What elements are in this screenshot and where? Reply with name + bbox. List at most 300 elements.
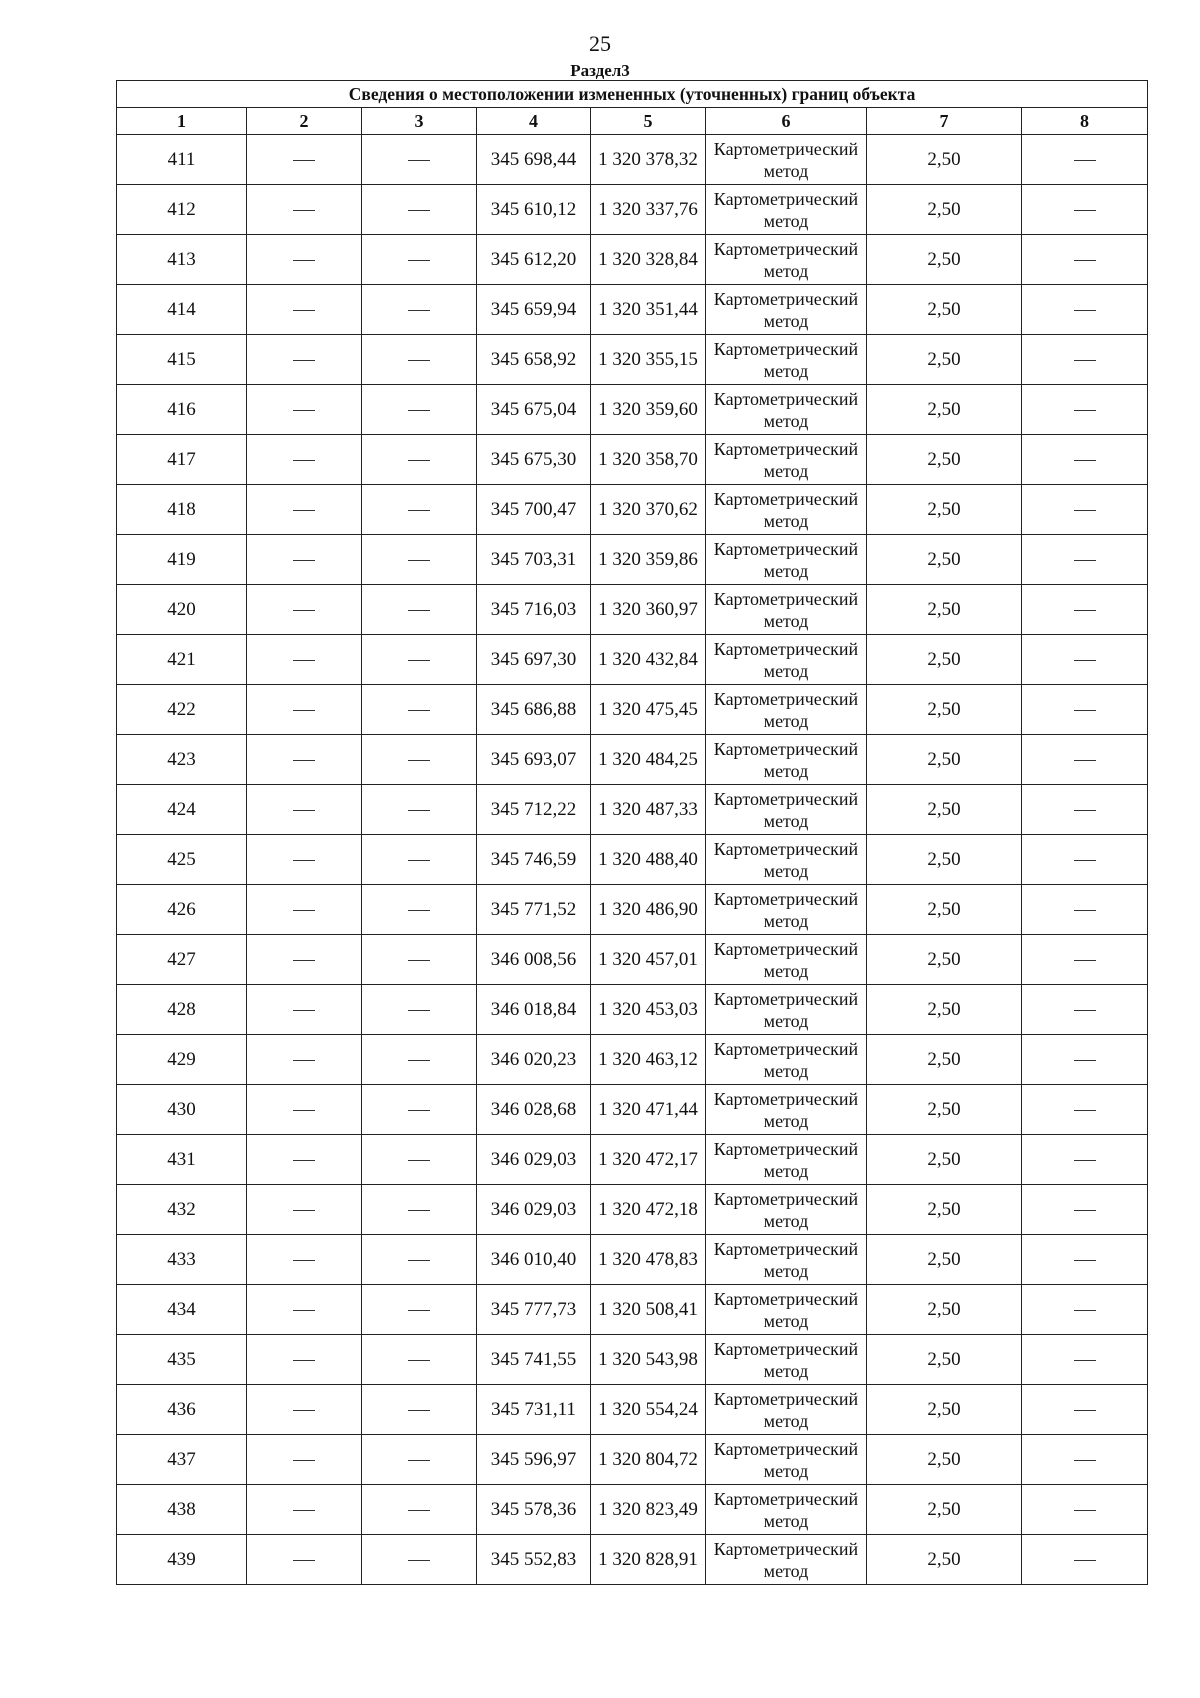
point-number-cell: 431 bbox=[117, 1135, 247, 1185]
dash-mark bbox=[1074, 1360, 1096, 1361]
dash-mark bbox=[1074, 1160, 1096, 1161]
accuracy-cell: 2,50 bbox=[867, 735, 1022, 785]
empty-value-cell bbox=[247, 335, 362, 385]
dash-mark bbox=[408, 460, 430, 461]
method-cell: Картометрический метод bbox=[706, 1535, 867, 1585]
empty-value-cell bbox=[247, 1085, 362, 1135]
empty-value-cell bbox=[362, 585, 477, 635]
coordinate-x-cell: 345 700,47 bbox=[477, 485, 591, 535]
dash-mark bbox=[293, 1310, 315, 1311]
dash-mark bbox=[1074, 760, 1096, 761]
accuracy-cell: 2,50 bbox=[867, 1385, 1022, 1435]
dash-mark bbox=[1074, 510, 1096, 511]
table-caption-row bbox=[117, 81, 1148, 108]
dash-mark bbox=[293, 910, 315, 911]
point-number-cell: 417 bbox=[117, 435, 247, 485]
dash-mark bbox=[1074, 960, 1096, 961]
column-number: 3 bbox=[362, 108, 477, 135]
empty-value-cell bbox=[1022, 1035, 1148, 1085]
coordinate-x-cell: 345 552,83 bbox=[477, 1535, 591, 1585]
column-number: 5 bbox=[591, 108, 706, 135]
dash-mark bbox=[408, 510, 430, 511]
accuracy-cell: 2,50 bbox=[867, 335, 1022, 385]
method-cell: Картометрический метод bbox=[706, 335, 867, 385]
dash-mark bbox=[408, 1010, 430, 1011]
table-row bbox=[117, 1285, 1148, 1335]
empty-value-cell bbox=[362, 985, 477, 1035]
empty-value-cell bbox=[1022, 1235, 1148, 1285]
method-cell: Картометрический метод bbox=[706, 635, 867, 685]
empty-value-cell bbox=[1022, 185, 1148, 235]
coordinate-x-cell: 346 029,03 bbox=[477, 1185, 591, 1235]
dash-mark bbox=[1074, 610, 1096, 611]
dash-mark bbox=[293, 210, 315, 211]
coordinate-x-cell: 345 777,73 bbox=[477, 1285, 591, 1335]
point-number-cell: 425 bbox=[117, 835, 247, 885]
accuracy-cell: 2,50 bbox=[867, 1485, 1022, 1535]
empty-value-cell bbox=[1022, 685, 1148, 735]
method-cell: Картометрический метод bbox=[706, 1435, 867, 1485]
empty-value-cell bbox=[1022, 585, 1148, 635]
accuracy-cell: 2,50 bbox=[867, 585, 1022, 635]
dash-mark bbox=[293, 1510, 315, 1511]
table-row bbox=[117, 635, 1148, 685]
coordinate-y-cell: 1 320 471,44 bbox=[591, 1085, 706, 1135]
empty-value-cell bbox=[1022, 835, 1148, 885]
empty-value-cell bbox=[1022, 235, 1148, 285]
coordinate-x-cell: 346 010,40 bbox=[477, 1235, 591, 1285]
dash-mark bbox=[408, 1410, 430, 1411]
empty-value-cell bbox=[1022, 1485, 1148, 1535]
coordinate-y-cell: 1 320 804,72 bbox=[591, 1435, 706, 1485]
method-cell: Картометрический метод bbox=[706, 1335, 867, 1385]
dash-mark bbox=[1074, 160, 1096, 161]
method-cell: Картометрический метод bbox=[706, 1285, 867, 1335]
page-number: 25 bbox=[589, 31, 611, 56]
accuracy-cell: 2,50 bbox=[867, 435, 1022, 485]
empty-value-cell bbox=[1022, 1185, 1148, 1235]
dash-mark bbox=[1074, 1460, 1096, 1461]
dash-mark bbox=[1074, 860, 1096, 861]
empty-value-cell bbox=[362, 385, 477, 435]
empty-value-cell bbox=[362, 1485, 477, 1535]
empty-value-cell bbox=[247, 1135, 362, 1185]
coordinate-y-cell: 1 320 828,91 bbox=[591, 1535, 706, 1585]
empty-value-cell bbox=[362, 185, 477, 235]
coordinate-x-cell: 345 675,30 bbox=[477, 435, 591, 485]
empty-value-cell bbox=[362, 435, 477, 485]
empty-value-cell bbox=[362, 835, 477, 885]
dash-mark bbox=[293, 1010, 315, 1011]
point-number-cell: 420 bbox=[117, 585, 247, 635]
coordinate-y-cell: 1 320 337,76 bbox=[591, 185, 706, 235]
table-row bbox=[117, 535, 1148, 585]
dash-mark bbox=[408, 1310, 430, 1311]
method-cell: Картометрический метод bbox=[706, 1085, 867, 1135]
dash-mark bbox=[408, 1060, 430, 1061]
coordinate-y-cell: 1 320 486,90 bbox=[591, 885, 706, 935]
empty-value-cell bbox=[247, 435, 362, 485]
dash-mark bbox=[408, 810, 430, 811]
dash-mark bbox=[408, 1210, 430, 1211]
dash-mark bbox=[293, 610, 315, 611]
empty-value-cell bbox=[247, 185, 362, 235]
dash-mark bbox=[1074, 1310, 1096, 1311]
accuracy-cell: 2,50 bbox=[867, 1535, 1022, 1585]
table-row bbox=[117, 285, 1148, 335]
empty-value-cell bbox=[1022, 1535, 1148, 1585]
empty-value-cell bbox=[247, 735, 362, 785]
empty-value-cell bbox=[247, 835, 362, 885]
empty-value-cell bbox=[1022, 635, 1148, 685]
dash-mark bbox=[1074, 810, 1096, 811]
method-cell: Картометрический метод bbox=[706, 485, 867, 535]
empty-value-cell bbox=[1022, 935, 1148, 985]
empty-value-cell bbox=[247, 685, 362, 735]
point-number-cell: 439 bbox=[117, 1535, 247, 1585]
empty-value-cell bbox=[247, 1035, 362, 1085]
coordinate-x-cell: 345 610,12 bbox=[477, 185, 591, 235]
coordinate-y-cell: 1 320 484,25 bbox=[591, 735, 706, 785]
dash-mark bbox=[1074, 1510, 1096, 1511]
point-number-cell: 436 bbox=[117, 1385, 247, 1435]
empty-value-cell bbox=[362, 1535, 477, 1585]
method-cell: Картометрический метод bbox=[706, 385, 867, 435]
coordinate-y-cell: 1 320 328,84 bbox=[591, 235, 706, 285]
dash-mark bbox=[293, 460, 315, 461]
accuracy-cell: 2,50 bbox=[867, 135, 1022, 185]
coordinate-y-cell: 1 320 360,97 bbox=[591, 585, 706, 635]
empty-value-cell bbox=[1022, 1335, 1148, 1385]
point-number-cell: 411 bbox=[117, 135, 247, 185]
empty-value-cell bbox=[247, 985, 362, 1035]
coordinate-y-cell: 1 320 554,24 bbox=[591, 1385, 706, 1435]
method-cell: Картометрический метод bbox=[706, 785, 867, 835]
empty-value-cell bbox=[1022, 435, 1148, 485]
table-row bbox=[117, 135, 1148, 185]
coordinate-y-cell: 1 320 457,01 bbox=[591, 935, 706, 985]
coordinate-y-cell: 1 320 355,15 bbox=[591, 335, 706, 385]
method-cell: Картометрический метод bbox=[706, 1035, 867, 1085]
table-row bbox=[117, 1085, 1148, 1135]
empty-value-cell bbox=[362, 1285, 477, 1335]
dash-mark bbox=[293, 1110, 315, 1111]
dash-mark bbox=[293, 310, 315, 311]
empty-value-cell bbox=[362, 785, 477, 835]
empty-value-cell bbox=[247, 1535, 362, 1585]
coordinate-x-cell: 346 020,23 bbox=[477, 1035, 591, 1085]
coordinate-y-cell: 1 320 358,70 bbox=[591, 435, 706, 485]
empty-value-cell bbox=[362, 735, 477, 785]
accuracy-cell: 2,50 bbox=[867, 785, 1022, 835]
table-row bbox=[117, 1035, 1148, 1085]
dash-mark bbox=[408, 910, 430, 911]
point-number-cell: 424 bbox=[117, 785, 247, 835]
dash-mark bbox=[293, 960, 315, 961]
point-number-cell: 437 bbox=[117, 1435, 247, 1485]
empty-value-cell bbox=[362, 1335, 477, 1385]
empty-value-cell bbox=[247, 635, 362, 685]
empty-value-cell bbox=[1022, 735, 1148, 785]
method-cell: Картометрический метод bbox=[706, 585, 867, 635]
coordinate-x-cell: 345 612,20 bbox=[477, 235, 591, 285]
empty-value-cell bbox=[362, 135, 477, 185]
coordinate-x-cell: 345 771,52 bbox=[477, 885, 591, 935]
dash-mark bbox=[1074, 560, 1096, 561]
dash-mark bbox=[293, 160, 315, 161]
dash-mark bbox=[408, 560, 430, 561]
empty-value-cell bbox=[1022, 985, 1148, 1035]
column-number: 8 bbox=[1022, 108, 1148, 135]
dash-mark bbox=[408, 1160, 430, 1161]
coordinate-x-cell: 345 703,31 bbox=[477, 535, 591, 585]
empty-value-cell bbox=[362, 1085, 477, 1135]
dash-mark bbox=[1074, 660, 1096, 661]
empty-value-cell bbox=[362, 1135, 477, 1185]
dash-mark bbox=[408, 760, 430, 761]
coordinate-y-cell: 1 320 472,18 bbox=[591, 1185, 706, 1235]
column-number: 7 bbox=[867, 108, 1022, 135]
method-cell: Картометрический метод bbox=[706, 935, 867, 985]
dash-mark bbox=[293, 410, 315, 411]
dash-mark bbox=[408, 710, 430, 711]
coordinate-x-cell: 345 746,59 bbox=[477, 835, 591, 885]
table-row bbox=[117, 235, 1148, 285]
table-row bbox=[117, 1335, 1148, 1385]
point-number-cell: 422 bbox=[117, 685, 247, 735]
coordinate-x-cell: 345 596,97 bbox=[477, 1435, 591, 1485]
dash-mark bbox=[408, 360, 430, 361]
table-row bbox=[117, 1135, 1148, 1185]
accuracy-cell: 2,50 bbox=[867, 1085, 1022, 1135]
coordinate-x-cell: 345 697,30 bbox=[477, 635, 591, 685]
coordinate-x-cell: 345 659,94 bbox=[477, 285, 591, 335]
table-row bbox=[117, 885, 1148, 935]
method-cell: Картометрический метод bbox=[706, 835, 867, 885]
empty-value-cell bbox=[362, 885, 477, 935]
accuracy-cell: 2,50 bbox=[867, 535, 1022, 585]
method-cell: Картометрический метод bbox=[706, 185, 867, 235]
point-number-cell: 416 bbox=[117, 385, 247, 435]
dash-mark bbox=[293, 560, 315, 561]
coordinate-x-cell: 345 658,92 bbox=[477, 335, 591, 385]
coordinate-x-cell: 346 018,84 bbox=[477, 985, 591, 1035]
method-cell: Картометрический метод bbox=[706, 885, 867, 935]
dash-mark bbox=[408, 610, 430, 611]
point-number-cell: 428 bbox=[117, 985, 247, 1035]
table-body bbox=[117, 135, 1148, 1585]
dash-mark bbox=[293, 1410, 315, 1411]
method-cell: Картометрический метод bbox=[706, 1485, 867, 1535]
coordinate-x-cell: 345 731,11 bbox=[477, 1385, 591, 1435]
empty-value-cell bbox=[247, 485, 362, 535]
dash-mark bbox=[293, 260, 315, 261]
accuracy-cell: 2,50 bbox=[867, 1285, 1022, 1335]
empty-value-cell bbox=[1022, 285, 1148, 335]
method-cell: Картометрический метод bbox=[706, 1235, 867, 1285]
dash-mark bbox=[408, 310, 430, 311]
dash-mark bbox=[293, 1210, 315, 1211]
empty-value-cell bbox=[362, 235, 477, 285]
dash-mark bbox=[293, 1560, 315, 1561]
dash-mark bbox=[293, 710, 315, 711]
coordinate-y-cell: 1 320 823,49 bbox=[591, 1485, 706, 1535]
accuracy-cell: 2,50 bbox=[867, 985, 1022, 1035]
dash-mark bbox=[408, 210, 430, 211]
accuracy-cell: 2,50 bbox=[867, 835, 1022, 885]
point-number-cell: 435 bbox=[117, 1335, 247, 1385]
point-number-cell: 438 bbox=[117, 1485, 247, 1535]
coordinate-y-cell: 1 320 453,03 bbox=[591, 985, 706, 1035]
method-cell: Картометрический метод bbox=[706, 135, 867, 185]
point-number-cell: 426 bbox=[117, 885, 247, 935]
empty-value-cell bbox=[247, 885, 362, 935]
dash-mark bbox=[408, 960, 430, 961]
empty-value-cell bbox=[362, 1385, 477, 1435]
coordinate-y-cell: 1 320 359,60 bbox=[591, 385, 706, 435]
empty-value-cell bbox=[247, 785, 362, 835]
accuracy-cell: 2,50 bbox=[867, 385, 1022, 435]
accuracy-cell: 2,50 bbox=[867, 235, 1022, 285]
dash-mark bbox=[293, 360, 315, 361]
point-number-cell: 432 bbox=[117, 1185, 247, 1235]
accuracy-cell: 2,50 bbox=[867, 885, 1022, 935]
point-number-cell: 433 bbox=[117, 1235, 247, 1285]
accuracy-cell: 2,50 bbox=[867, 1435, 1022, 1485]
point-number-cell: 429 bbox=[117, 1035, 247, 1085]
empty-value-cell bbox=[1022, 785, 1148, 835]
dash-mark bbox=[408, 1110, 430, 1111]
empty-value-cell bbox=[362, 285, 477, 335]
coordinate-y-cell: 1 320 475,45 bbox=[591, 685, 706, 735]
table-row bbox=[117, 685, 1148, 735]
coordinate-y-cell: 1 320 378,32 bbox=[591, 135, 706, 185]
empty-value-cell bbox=[247, 1435, 362, 1485]
table-row bbox=[117, 1385, 1148, 1435]
table-row bbox=[117, 1435, 1148, 1485]
coordinate-x-cell: 346 028,68 bbox=[477, 1085, 591, 1135]
point-number-cell: 415 bbox=[117, 335, 247, 385]
table-row bbox=[117, 1485, 1148, 1535]
column-number: 1 bbox=[117, 108, 247, 135]
method-cell: Картометрический метод bbox=[706, 1135, 867, 1185]
table-row bbox=[117, 385, 1148, 435]
empty-value-cell bbox=[247, 135, 362, 185]
empty-value-cell bbox=[362, 935, 477, 985]
accuracy-cell: 2,50 bbox=[867, 1135, 1022, 1185]
dash-mark bbox=[1074, 710, 1096, 711]
dash-mark bbox=[293, 1360, 315, 1361]
empty-value-cell bbox=[362, 485, 477, 535]
table-row bbox=[117, 985, 1148, 1035]
coordinate-x-cell: 345 578,36 bbox=[477, 1485, 591, 1535]
empty-value-cell bbox=[247, 935, 362, 985]
empty-value-cell bbox=[362, 535, 477, 585]
point-number-cell: 434 bbox=[117, 1285, 247, 1335]
dash-mark bbox=[293, 860, 315, 861]
coordinate-x-cell: 345 693,07 bbox=[477, 735, 591, 785]
dash-mark bbox=[1074, 1010, 1096, 1011]
empty-value-cell bbox=[1022, 885, 1148, 935]
point-number-cell: 414 bbox=[117, 285, 247, 335]
table-row bbox=[117, 1535, 1148, 1585]
accuracy-cell: 2,50 bbox=[867, 185, 1022, 235]
accuracy-cell: 2,50 bbox=[867, 935, 1022, 985]
dash-mark bbox=[408, 160, 430, 161]
point-number-cell: 423 bbox=[117, 735, 247, 785]
dash-mark bbox=[408, 1460, 430, 1461]
accuracy-cell: 2,50 bbox=[867, 1035, 1022, 1085]
column-number: 2 bbox=[247, 108, 362, 135]
dash-mark bbox=[1074, 360, 1096, 361]
point-number-cell: 413 bbox=[117, 235, 247, 285]
method-cell: Картометрический метод bbox=[706, 535, 867, 585]
table-row bbox=[117, 435, 1148, 485]
point-number-cell: 421 bbox=[117, 635, 247, 685]
coordinate-y-cell: 1 320 508,41 bbox=[591, 1285, 706, 1335]
empty-value-cell bbox=[1022, 1385, 1148, 1435]
dash-mark bbox=[293, 1260, 315, 1261]
point-number-cell: 419 bbox=[117, 535, 247, 585]
dash-mark bbox=[1074, 260, 1096, 261]
empty-value-cell bbox=[362, 635, 477, 685]
dash-mark bbox=[293, 760, 315, 761]
table-row bbox=[117, 835, 1148, 885]
dash-mark bbox=[1074, 310, 1096, 311]
method-cell: Картометрический метод bbox=[706, 1185, 867, 1235]
dash-mark bbox=[1074, 1060, 1096, 1061]
dash-mark bbox=[408, 660, 430, 661]
accuracy-cell: 2,50 bbox=[867, 1335, 1022, 1385]
empty-value-cell bbox=[362, 1185, 477, 1235]
empty-value-cell bbox=[1022, 1285, 1148, 1335]
coordinate-x-cell: 345 698,44 bbox=[477, 135, 591, 185]
dash-mark bbox=[293, 1060, 315, 1061]
empty-value-cell bbox=[362, 1035, 477, 1085]
accuracy-cell: 2,50 bbox=[867, 285, 1022, 335]
table-row bbox=[117, 1235, 1148, 1285]
method-cell: Картометрический метод bbox=[706, 435, 867, 485]
empty-value-cell bbox=[247, 585, 362, 635]
coordinate-x-cell: 345 716,03 bbox=[477, 585, 591, 635]
dash-mark bbox=[293, 1160, 315, 1161]
dash-mark bbox=[408, 1510, 430, 1511]
section-title: Раздел3 bbox=[570, 61, 630, 80]
empty-value-cell bbox=[247, 1235, 362, 1285]
accuracy-cell: 2,50 bbox=[867, 485, 1022, 535]
table-row bbox=[117, 335, 1148, 385]
dash-mark bbox=[408, 1560, 430, 1561]
empty-value-cell bbox=[247, 235, 362, 285]
point-number-cell: 418 bbox=[117, 485, 247, 535]
empty-value-cell bbox=[1022, 485, 1148, 535]
table-row bbox=[117, 735, 1148, 785]
table-row bbox=[117, 585, 1148, 635]
table-row bbox=[117, 935, 1148, 985]
empty-value-cell bbox=[247, 1285, 362, 1335]
dash-mark bbox=[293, 510, 315, 511]
empty-value-cell bbox=[247, 385, 362, 435]
empty-value-cell bbox=[247, 1335, 362, 1385]
accuracy-cell: 2,50 bbox=[867, 1185, 1022, 1235]
method-cell: Картометрический метод bbox=[706, 985, 867, 1035]
dash-mark bbox=[1074, 1110, 1096, 1111]
dash-mark bbox=[1074, 1560, 1096, 1561]
empty-value-cell bbox=[247, 535, 362, 585]
dash-mark bbox=[1074, 1260, 1096, 1261]
method-cell: Картометрический метод bbox=[706, 1385, 867, 1435]
dash-mark bbox=[408, 1360, 430, 1361]
